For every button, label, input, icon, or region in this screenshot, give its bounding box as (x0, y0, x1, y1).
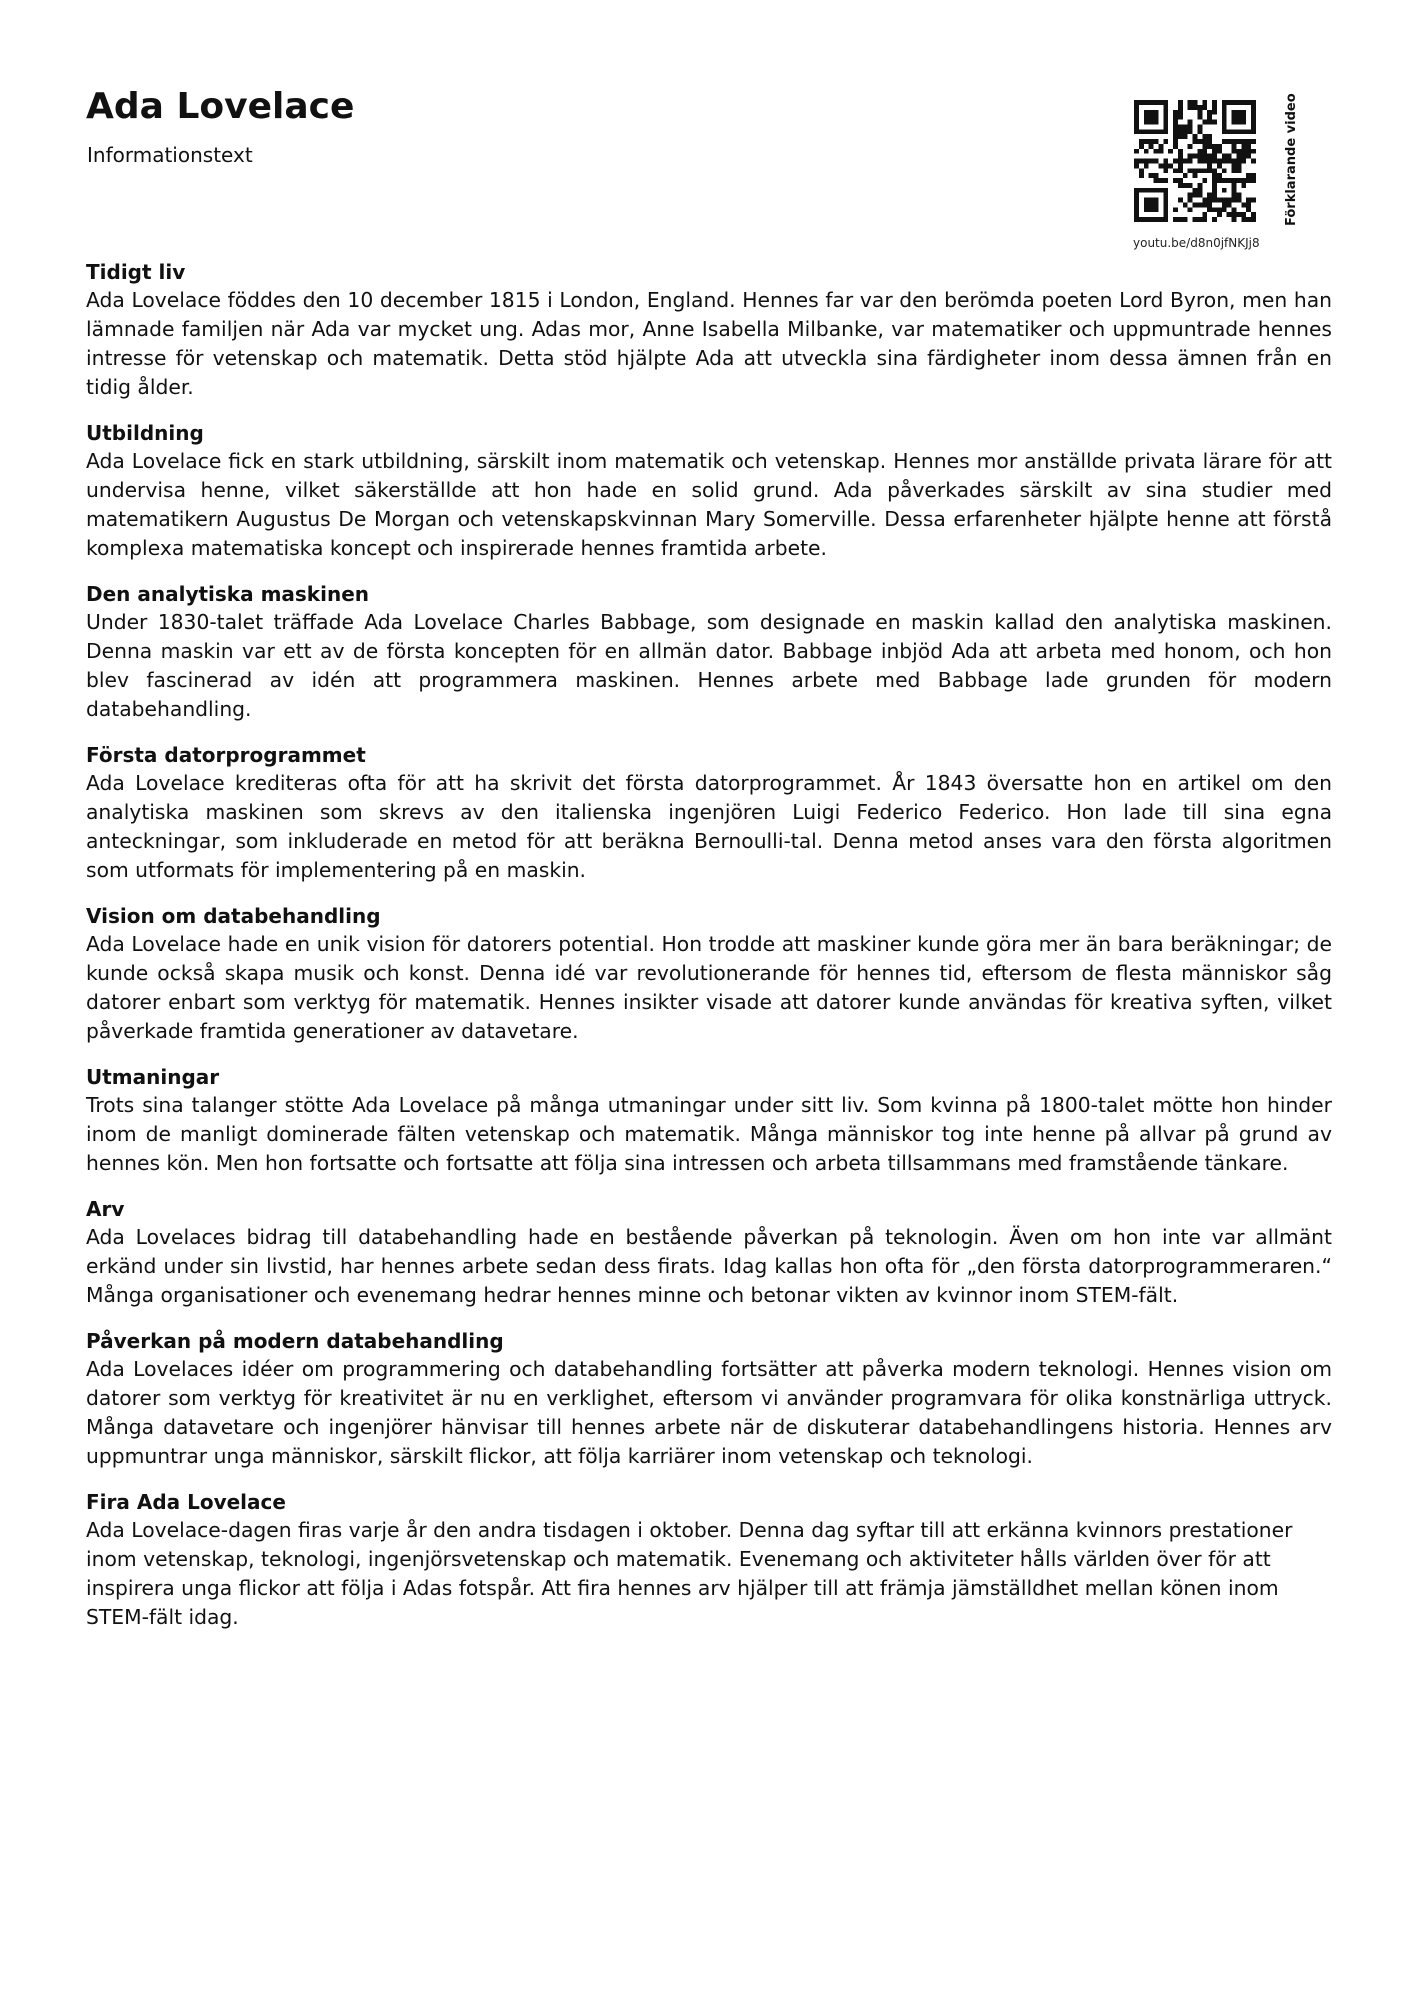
page-subtitle: Informationstext (87, 143, 253, 167)
section-paragraph: Under 1830-talet träffade Ada Lovelace Charles Babbage, som designade en maskin kallad den analytiska maskinen. Denna maskin var ett av de första koncepten för en allmän dator. Babbage inbjöd Ada att arbeta med honom, och hon blev fascinerad av idén att programmera maskinen. Hennes arbete med Babbage lade grunden för modern databehandling. (86, 610, 1332, 721)
section-early-life (86, 258, 1332, 402)
qr-code-icon[interactable] (1134, 100, 1256, 222)
section-vision (86, 902, 1332, 1046)
section-modern-impact (86, 1327, 1332, 1471)
section-paragraph: Ada Lovelace föddes den 10 december 1815 i London, England. Hennes far var den berömda poeten Lord Byron, men han lämnade familjen när Ada var mycket ung. Adas mor, Anne Isabella Milbanke, var matematiker och uppmuntrade hennes intresse för vetenskap och matematik. Detta stöd hjälpte Ada att utveckla sina färdigheter inom dessa ämnen från en tidig ålder. (86, 288, 1332, 399)
section-education (86, 419, 1332, 563)
section-celebrate (86, 1488, 1332, 1632)
section-paragraph: Ada Lovelace-dagen firas varje år den andra tisdagen i oktober. Denna dag syftar till att erkänna kvinnors prestationer inom vetenskap, teknologi, ingenjörsvetenskap och matematik. Evenemang och aktiviteter hålls världen över för att inspirera unga flickor att följa i Adas fotspår. Att fira hennes arv hjälper till att främja jämställdhet mellan könen inom STEM-fält idag. (86, 1518, 1293, 1629)
qr-video-url[interactable]: youtu.be/d8n0jfNKJj8 (1133, 236, 1260, 250)
section-heading: Den analytiska maskinen (86, 582, 370, 606)
section-heading: Första datorprogrammet (86, 743, 366, 767)
section-paragraph: Trots sina talanger stötte Ada Lovelace på många utmaningar under sitt liv. Som kvinna på 1800-talet mötte hon hinder inom de manligt dominerade fälten vetenskap och matematik. Många människor tog inte henne på allvar på grund av hennes kön. Men hon fortsatte och fortsatte att följa sina intressen och arbeta tillsammans med framstående tänkare. (86, 1093, 1332, 1175)
section-paragraph: Ada Lovelace hade en unik vision för datorers potential. Hon trodde att maskiner kunde göra mer än bara beräkningar; de kunde också skapa musik och konst. Denna idé var revolutionerande för hennes tid, eftersom de flesta människor såg datorer enbart som verktyg för matematik. Hennes insikter visade att datorer kunde användas för kreativa syften, vilket påverkade framtida generationer av datavetare. (86, 932, 1332, 1043)
text-body (86, 258, 1332, 1649)
section-heading: Vision om databehandling (86, 904, 381, 928)
section-heading: Utbildning (86, 421, 204, 445)
section-legacy (86, 1195, 1332, 1310)
section-analytical-engine (86, 580, 1332, 724)
section-challenges (86, 1063, 1332, 1178)
section-paragraph: Ada Lovelace fick en stark utbildning, särskilt inom matematik och vetenskap. Hennes mor anställde privata lärare för att undervisa henne, vilket säkerställde att hon hade en solid grund. Ada påverkades särskilt av sina studier med matematikern Augustus De Morgan och vetenskapskvinnan Mary Somerville. Dessa erfarenheter hjälpte henne att förstå komplexa matematiska koncept och inspirerade hennes framtida arbete. (86, 449, 1332, 560)
section-first-program (86, 741, 1332, 885)
section-paragraph: Ada Lovelaces bidrag till databehandling hade en bestående påverkan på teknologin. Även om hon inte var allmänt erkänd under sin livstid, har hennes arbete sedan dess firats. Idag kallas hon ofta för „den första datorprogrammeraren.“ Många organisationer och evenemang hedrar hennes minne och betonar vikten av kvinnor inom STEM-fält. (86, 1225, 1332, 1307)
section-heading: Fira Ada Lovelace (86, 1490, 286, 1514)
section-paragraph: Ada Lovelace krediteras ofta för att ha skrivit det första datorprogrammet. År 1843 översatte hon en artikel om den analytiska maskinen som skrevs av den italienska ingenjören Luigi Federico Federico. Hon lade till sina egna anteckningar, som inkluderade en metod för att beräkna Bernoulli-tal. Denna metod anses vara den första algoritmen som utformats för implementering på en maskin. (86, 771, 1332, 882)
page-title: Ada Lovelace (86, 86, 355, 127)
section-heading: Påverkan på modern databehandling (86, 1329, 504, 1353)
section-heading: Utmaningar (86, 1065, 220, 1089)
section-heading: Tidigt liv (86, 260, 186, 284)
section-heading: Arv (86, 1197, 125, 1221)
qr-video-label: Förklarande video (1284, 93, 1299, 226)
section-paragraph: Ada Lovelaces idéer om programmering och databehandling fortsätter att påverka modern teknologi. Hennes vision om datorer som verktyg för kreativitet är nu en verklighet, eftersom vi använder programvara för olika konstnärliga uttryck. Många datavetare och ingenjörer hänvisar till hennes arbete när de diskuterar databehandlingens historia. Hennes arv uppmuntrar unga människor, särskilt flickor, att följa karriärer inom vetenskap och teknologi. (86, 1357, 1332, 1468)
